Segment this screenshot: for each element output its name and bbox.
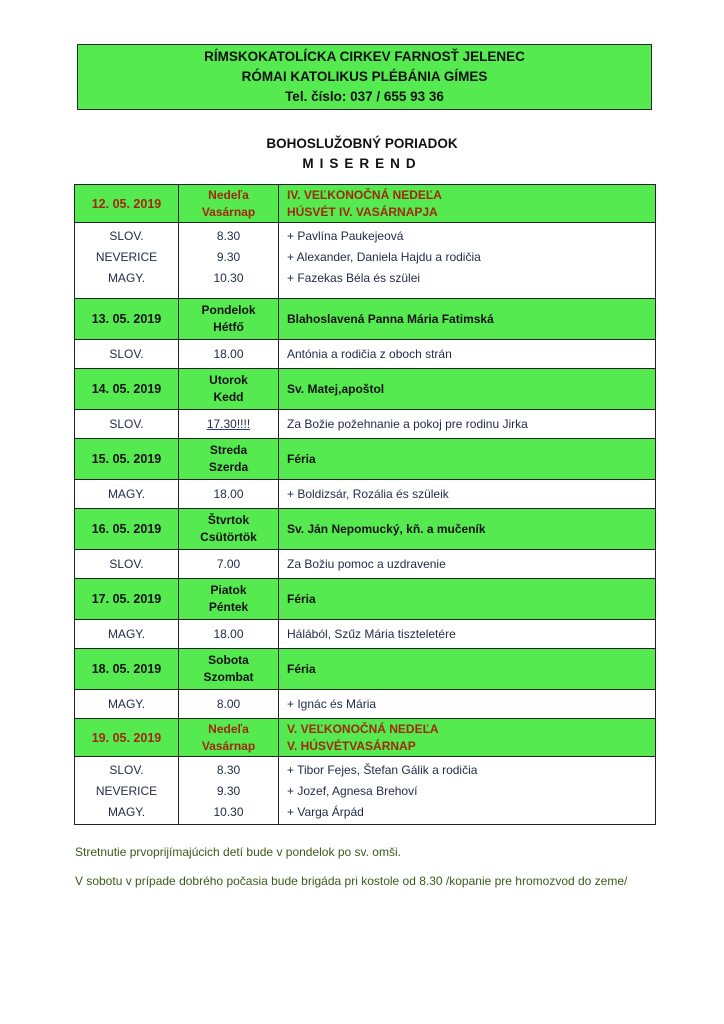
feast-cell bbox=[279, 299, 656, 340]
mass-language-cell bbox=[75, 550, 179, 579]
mass-language: SLOV. bbox=[109, 763, 144, 777]
feast-cell bbox=[279, 439, 656, 480]
day-name-cell bbox=[179, 369, 279, 410]
mass-row bbox=[75, 550, 656, 579]
schedule-subtitle: MISEREND bbox=[302, 156, 422, 171]
day-date: 12. 05. 2019 bbox=[75, 185, 179, 223]
mass-row bbox=[75, 480, 656, 509]
mass-time: 7.00 bbox=[216, 556, 241, 571]
mass-language: MAGY. bbox=[107, 696, 146, 711]
feast-cell bbox=[279, 509, 656, 550]
mass-time-cell bbox=[179, 340, 279, 369]
mass-language-cell bbox=[75, 223, 179, 299]
mass-intention: + Jozef, Agnesa Brehoví bbox=[287, 784, 418, 798]
day-name-cell bbox=[179, 439, 279, 480]
day-name-cell bbox=[179, 649, 279, 690]
day-header-row bbox=[75, 509, 656, 550]
day-name-slovak: Pondelok bbox=[201, 303, 256, 317]
mass-row bbox=[75, 410, 656, 439]
day-name-hungarian: Hétfő bbox=[213, 320, 244, 334]
mass-intention-cell bbox=[279, 550, 656, 579]
day-name-slovak: Nedeľa bbox=[208, 721, 249, 736]
mass-language-cell bbox=[75, 480, 179, 509]
mass-row bbox=[75, 223, 656, 299]
mass-language: MAGY. bbox=[107, 805, 146, 819]
feast-name: Blahoslavená Panna Mária Fatimská bbox=[287, 311, 494, 326]
feast-name: Féria bbox=[287, 591, 316, 606]
mass-intention: Za Božiu pomoc a uzdravenie bbox=[287, 556, 446, 571]
day-name-cell bbox=[179, 299, 279, 340]
mass-language-cell bbox=[75, 690, 179, 719]
day-name-hungarian: Szerda bbox=[208, 460, 249, 474]
day-header-row bbox=[75, 185, 656, 223]
day-name-slovak: Piatok bbox=[210, 583, 247, 597]
day-date: 15. 05. 2019 bbox=[75, 439, 179, 480]
mass-language: SLOV. bbox=[109, 556, 144, 571]
mass-schedule-table bbox=[74, 184, 656, 825]
parish-header-box bbox=[77, 44, 652, 110]
mass-time: 8.30 bbox=[216, 229, 241, 243]
day-name-cell bbox=[179, 185, 279, 223]
mass-time-cell bbox=[179, 223, 279, 299]
mass-intention: Za Božie požehnanie a pokoj pre rodinu Jirka bbox=[287, 416, 528, 431]
mass-row bbox=[75, 690, 656, 719]
feast-name: Sv. Ján Nepomucký, kň. a mučeník bbox=[287, 521, 486, 536]
schedule-title-block bbox=[0, 134, 724, 174]
mass-intention: + Fazekas Béla és szülei bbox=[287, 271, 421, 285]
mass-language-cell bbox=[75, 757, 179, 825]
announcement-work-brigade: V sobotu v prípade dobrého počasia bude brigáda pri kostole od 8.30 /kopanie pre hromozvod do zeme/ bbox=[75, 874, 628, 888]
day-header-row bbox=[75, 649, 656, 690]
mass-language-cell bbox=[75, 620, 179, 649]
day-name-hungarian: Csütörtök bbox=[200, 530, 257, 544]
day-name-slovak: Nedeľa bbox=[208, 187, 249, 202]
parish-name-hu: RÓMAI KATOLIKUS PLÉBÁNIA GÍMES bbox=[241, 69, 488, 84]
mass-time-cell bbox=[179, 620, 279, 649]
mass-intention-cell bbox=[279, 690, 656, 719]
mass-time: 8.30 bbox=[216, 763, 241, 777]
feast-cell bbox=[279, 185, 656, 223]
mass-intention-cell bbox=[279, 480, 656, 509]
mass-time-cell bbox=[179, 410, 279, 439]
mass-time: 18.00 bbox=[213, 486, 244, 501]
mass-language: NEVERICE bbox=[95, 784, 158, 798]
day-name-cell bbox=[179, 719, 279, 757]
mass-intention-cell bbox=[279, 620, 656, 649]
mass-time-cell bbox=[179, 757, 279, 825]
mass-language: MAGY. bbox=[107, 626, 146, 641]
day-name-hungarian: Péntek bbox=[208, 600, 249, 614]
mass-intention: + Ignác és Mária bbox=[287, 696, 377, 711]
day-header-row bbox=[75, 369, 656, 410]
mass-time: 10.30 bbox=[213, 805, 244, 819]
feast-name: V. VEĽKONOČNÁ NEDEĽA bbox=[287, 721, 439, 736]
mass-language: MAGY. bbox=[107, 271, 146, 285]
parish-phone: Tel. číslo: 037 / 655 93 36 bbox=[285, 89, 444, 104]
mass-time: 17.30!!!! bbox=[206, 416, 251, 431]
mass-intention-cell bbox=[279, 757, 656, 825]
mass-language-cell bbox=[75, 410, 179, 439]
feast-name: HÚSVÉT IV. VASÁRNAPJA bbox=[287, 204, 438, 219]
day-header-row bbox=[75, 439, 656, 480]
feast-cell bbox=[279, 719, 656, 757]
mass-row bbox=[75, 757, 656, 825]
day-date: 18. 05. 2019 bbox=[75, 649, 179, 690]
feast-cell bbox=[279, 579, 656, 620]
mass-language: SLOV. bbox=[109, 416, 144, 431]
feast-name: V. HÚSVÉTVASÁRNAP bbox=[287, 738, 416, 753]
day-name-cell bbox=[179, 509, 279, 550]
day-name-slovak: Sobota bbox=[208, 653, 249, 667]
mass-time: 18.00 bbox=[213, 346, 244, 361]
day-name-hungarian: Vasárnap bbox=[201, 204, 256, 219]
mass-time-cell bbox=[179, 550, 279, 579]
feast-cell bbox=[279, 649, 656, 690]
day-date: 13. 05. 2019 bbox=[75, 299, 179, 340]
mass-intention-cell bbox=[279, 410, 656, 439]
day-name-hungarian: Szombat bbox=[203, 670, 254, 684]
mass-intention-cell bbox=[279, 340, 656, 369]
mass-intention: Antónia a rodičia z oboch strán bbox=[287, 346, 452, 361]
mass-intention-cell bbox=[279, 223, 656, 299]
day-name-hungarian: Kedd bbox=[213, 390, 244, 404]
mass-time: 10.30 bbox=[213, 271, 244, 285]
mass-language: NEVERICE bbox=[95, 250, 158, 264]
day-date: 14. 05. 2019 bbox=[75, 369, 179, 410]
feast-name: Féria bbox=[287, 451, 316, 466]
mass-intention: + Alexander, Daniela Hajdu a rodičia bbox=[287, 250, 481, 264]
day-name-slovak: Štvrtok bbox=[207, 513, 250, 527]
feast-name: Féria bbox=[287, 661, 316, 676]
day-date: 16. 05. 2019 bbox=[75, 509, 179, 550]
announcement-first-communion: Stretnutie prvoprijímajúcich detí bude v pondelok po sv. omši. bbox=[75, 845, 401, 859]
day-name-cell bbox=[179, 579, 279, 620]
day-name-hungarian: Vasárnap bbox=[201, 738, 256, 753]
day-header-row bbox=[75, 719, 656, 757]
day-name-slovak: Streda bbox=[209, 443, 248, 457]
mass-time-cell bbox=[179, 690, 279, 719]
day-name-slovak: Utorok bbox=[209, 373, 248, 387]
feast-name: IV. VEĽKONOČNÁ NEDEĽA bbox=[287, 187, 442, 202]
parish-name-sk: RÍMSKOKATOLÍCKA CIRKEV FARNOSŤ JELENEC bbox=[204, 49, 525, 64]
mass-language: SLOV. bbox=[109, 229, 144, 243]
mass-language-cell bbox=[75, 340, 179, 369]
mass-time: 9.30 bbox=[216, 784, 241, 798]
mass-intention: + Tibor Fejes, Štefan Gálik a rodičia bbox=[287, 763, 478, 777]
feast-name: Sv. Matej,apoštol bbox=[287, 381, 385, 396]
mass-time: 9.30 bbox=[216, 250, 241, 264]
day-date: 17. 05. 2019 bbox=[75, 579, 179, 620]
mass-time-cell bbox=[179, 480, 279, 509]
feast-cell bbox=[279, 369, 656, 410]
announcements bbox=[75, 842, 675, 900]
mass-intention: + Varga Árpád bbox=[287, 805, 364, 819]
day-header-row bbox=[75, 299, 656, 340]
day-date: 19. 05. 2019 bbox=[75, 719, 179, 757]
mass-time: 18.00 bbox=[213, 626, 244, 641]
schedule-title: BOHOSLUŽOBNÝ PORIADOK bbox=[266, 136, 458, 151]
mass-time: 8.00 bbox=[216, 696, 241, 711]
mass-row bbox=[75, 620, 656, 649]
mass-intention: Hálából, Szűz Mária tiszteletére bbox=[287, 626, 456, 641]
mass-language: MAGY. bbox=[107, 486, 146, 501]
mass-intention: + Boldizsár, Rozália és szüleik bbox=[287, 486, 449, 501]
mass-language: SLOV. bbox=[109, 346, 144, 361]
mass-row bbox=[75, 340, 656, 369]
mass-intention: + Pavlína Paukejeová bbox=[287, 229, 404, 243]
day-header-row bbox=[75, 579, 656, 620]
